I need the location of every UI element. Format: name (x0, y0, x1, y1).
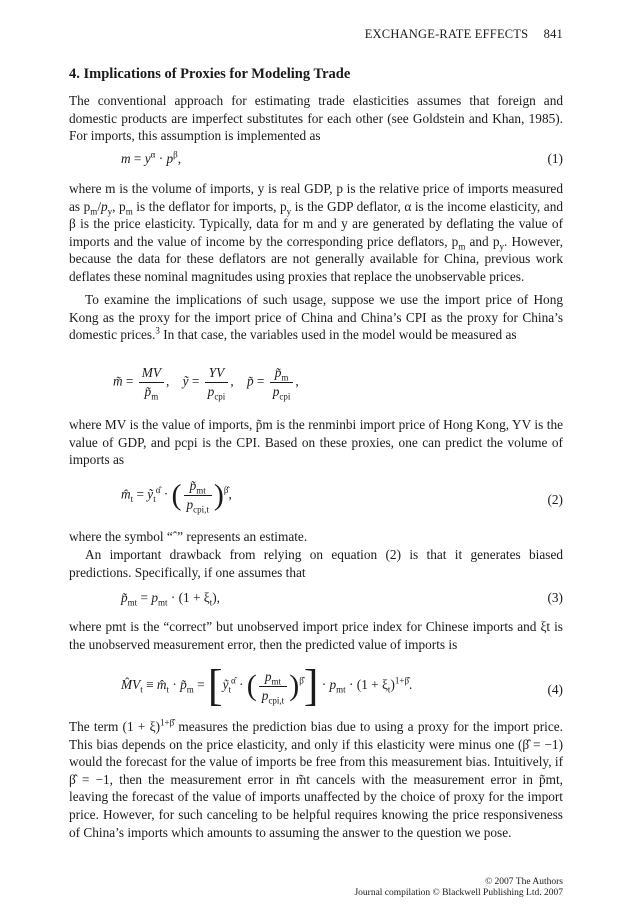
equation-4-body: $M̂V_t$ ≡ $m̂_t$ · $p̃_m$ = [ỹ$_t^{\alphâ}$ · ( $\frac{p_{mt}}{p_{cpi,t}}$ )$^{\betâ}] \cdot p_{mt} \cdot (1 + \xi_t)^{1+\betâ}$. (121, 661, 413, 710)
equation-3-body: $p̃_{mt} = p_{mt} \cdot (1 + \xi_t)$, (121, 590, 221, 608)
paragraph-4: where MV is the value of imports, p̃m is the renminbi import price of Hong Kong, YV is the value of GDP, and pcpi is the CPI. Based on these proxies, one can predict the volume of imports as (69, 417, 563, 468)
equation-4-number: (4) (547, 682, 563, 697)
paragraph-8: The term $(1 + \xi)^{1+\betâ}$ measures the prediction bias due to using a proxy for the import price. This bias depends on the price elasticity, and only if this elasticity were minus one (β̂ = −1) would the forecast for the value of imports be free from this measurement bias. Intuitively, if β̂ = −1, then the measurement error in m̃t cancels with the measurement error in p̃mt, leaving the forecast of the value of imports unaffected by the choice of proxy for the import price. However, for such canceling to be helpful requires knowing the price responsiveness of China’s imports which amounts to assuming the answer to the question we pose. (69, 717, 563, 840)
paragraph-2: where m is the volume of imports, y is real GDP, p is the relative price of imports measured as $p_m/p_y$, $p_m$ is the deflator for imports, $p_y$ is the GDP deflator, α is the income elasticity, and β is the price elasticity. Typically, data for m and y are generated by deflating the value of imports and the value of income by the corresponding price deflators, $p_m$ and $p_y$. However, because the data for these deflators are not generally available for China, previous work deflates these nominal magnitudes using proxies that replace the unobservable prices. (69, 181, 564, 284)
page-number: 841 (543, 27, 563, 41)
paragraph-6: An important drawback from relying on equation (2) is that it generates biased predictions. Specifically, if one assumes that (69, 547, 563, 580)
equation-3-number: (3) (547, 590, 563, 605)
paper-page: EXCHANGE-RATE EFFECTS 841 4. Implications of Proxies for Modeling Trade The conventional approach for estimating trade elasticities assumes that foreign and domestic products are imperfect substitutes for each other (see Goldstein and Khan, 1985). For imports, this assumption is implemented as $m = y^\alpha \cdot p^\beta$, (1) where m is the volume of imports, y is real GDP, p is the relative price of imports measured as $p_m/p_y$, $p_m$ is the deflator for imports, $p_y$ is the GDP deflator, α is the income elasticity, and β is the price elasticity. Typically, data for m and y are generated by deflating the value of imports and the value of income by the corresponding price deflators, $p_m$ and $p_y$. However, because the data for these deflators are not generally available for China, previous work deflates these nominal magnitudes using proxies that replace the unobservable prices. To examine the implications of such usage, suppose we use the import price of Hong Kong as the proxy for the import price of China and China’s CPI as the proxy for China’s domestic prices.$^3$ In that case, the variables used in the model would be measured as m̃ = $\frac{MV}{p̃_m}$ , ỹ = $\frac{YV}{p_{cpi}}$ , p̃ = $\frac{p̃_m}{p_{cpi}}$ , where MV is the value of imports, p̃m is the renminbi import price of Hong Kong, YV is the value of GDP, and pcpi is the CPI. Based on these proxies, one can predict the volume of imports as $m̂_t$ = ỹ$_t^{\alphâ}$ · ( $\frac{p̃_{mt}}{p_{cpi,t}}$ )$^{\betâ}$, (2) where the symbol “ˆ” represents an estimate. An important drawback from relying on equation (2) is that it generates biased predictions. Specifically, if one assumes that $p̃_{mt} = p_{mt} \cdot (1 + \xi_t)$, (3) where pmt is the “correct” but unobserved import price index for Chinese imports and ξt is the unobserved measurement error, then the predicted value of imports is $M̂V_t$ ≡ $m̂_t$ · $p̃_m$ = [ỹ$_t^{\alphâ}$ · ( $\frac{p_{mt}}{p_{cpi,t}}$ )$^{\betâ}] \cdot p_{mt} \cdot (1 + \xi_t)^{1+\betâ}$. (4) The term $(1 + \xi)^{1+\betâ}$ measures the prediction bias due to using a proxy for the import price. This bias depends on the price elasticity, and only if this elasticity were minus one (β̂ = −1) would the forecast for the value of imports be free from this measurement bias. Intuitively, if β̂ = −1, then the measurement error in m̃t cancels with the measurement error in p̃mt, leaving the forecast of the value of imports unaffected by the choice of proxy for the import price. However, for such canceling to be helpful requires knowing the price responsiveness of China’s imports which amounts to assuming the answer to the question we pose. © 2007 The Authors Journal compilation © Blackwell Publishing Ltd. 2007 (69, 27, 564, 898)
paragraph-3: To examine the implications of such usage, suppose we use the import price of Hong Kong as the proxy for the import price of China and China’s CPI as the proxy for China’s domestic prices.$^3$ In that case, the variables used in the model would be measured as (69, 292, 563, 343)
equation-2-body: $m̂_t$ = ỹ$_t^{\alphâ}$ · ( $\frac{p̃_{mt}}{p_{cpi,t}}$ )$^{\betâ}$, (121, 478, 232, 515)
footer-line-2: Journal compilation © Blackwell Publishing Ltd. 2007 (354, 888, 563, 898)
running-title: EXCHANGE-RATE EFFECTS (364, 27, 529, 41)
footer-line-1: © 2007 The Authors (484, 877, 563, 887)
paragraph-1: The conventional approach for estimating trade elasticities assumes that foreign and domestic products are imperfect substitutes for each other (see Goldstein and Khan, 1985). For imports, this assumption is implemented as (69, 93, 563, 144)
footnote-marker: 3 (155, 325, 160, 336)
equation-2-number: (2) (547, 492, 563, 507)
equation-1-number: (1) (547, 151, 563, 166)
running-header (365, 27, 563, 42)
paragraph-5: where the symbol “ˆ” represents an estimate. (69, 529, 308, 544)
equation-1-body: $m = y^\alpha \cdot p^\beta$, (121, 149, 182, 166)
section-title: 4. Implications of Proxies for Modeling Trade (69, 66, 351, 82)
copyright-footer (354, 877, 563, 899)
paragraph-7: where pmt is the “correct” but unobserved import price index for Chinese imports and ξt is the unobserved measurement error, then the predicted value of imports is (69, 619, 563, 652)
